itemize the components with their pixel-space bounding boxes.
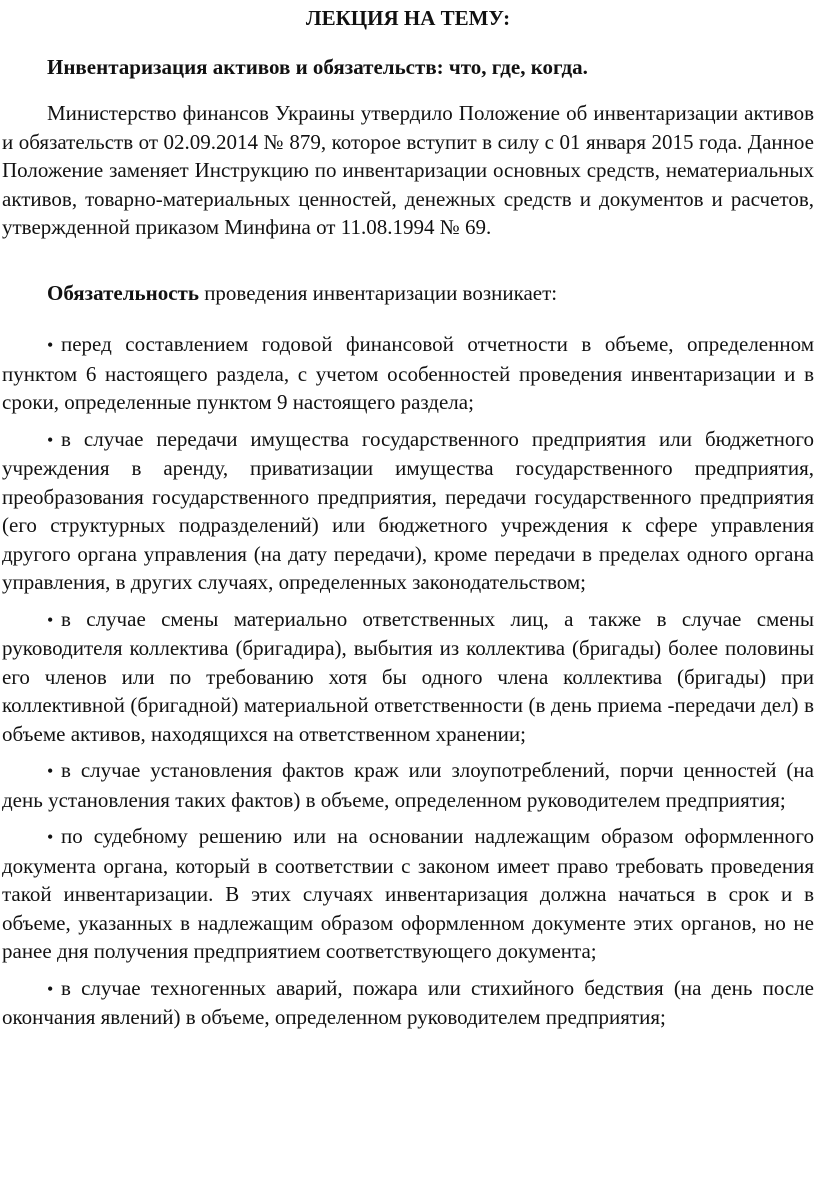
bullet-icon: •	[47, 335, 54, 355]
list-item	[2, 605, 814, 749]
list-item-text: в случае установления фактов краж или злоупотреблений, порчи ценностей (на день установления таких фактов) в объеме, определенном руководителем предприятия;	[2, 758, 814, 812]
document-title: ЛЕКЦИЯ НА ТЕМУ:	[305, 6, 511, 30]
intro-paragraph: Министерство финансов Украины утвердило Положение об инвентаризации активов и обязательств от 02.09.2014 № 879, которое вступит в силу с 01 января 2015 года. Данное Положение заменяет Инструкцию по инвентаризации основных средств, нематериальных активов, товарно-материальных ценностей, денежных средств и документов и расчетов, утвержденной приказом Минфина от 11.08.1994 № 69.	[2, 101, 814, 239]
obligation-text: проведения инвентаризации возникает:	[198, 281, 558, 305]
bullet-icon: •	[47, 978, 54, 999]
list-item-text: в случае техногенных аварий, пожара или стихийного бедствия (на день после окончания явлений) в объеме, определенном руководителем предприятия;	[2, 975, 814, 1029]
list-item	[2, 822, 814, 966]
list-item	[2, 330, 814, 417]
obligation-paragraph	[2, 279, 814, 308]
bullet-icon: •	[47, 761, 54, 781]
document-subtitle: Инвентаризация активов и обязательств: что, где, когда.	[47, 55, 588, 79]
obligation-bold-term: Обязательность	[47, 281, 199, 305]
list-item	[2, 425, 814, 597]
list-item	[2, 974, 814, 1032]
list-item-text: по судебному решению или на основании надлежащим образом оформленного документа органа, который в соответствии с законом имеет право требовать проведения такой инвентаризации. В этих случаях инвентаризация должна начаться в срок и в объеме, указанных в надлежащим образом оформленном документе этих органов, но не ранее дня получения предприятием соответствующего документа;	[2, 824, 814, 963]
list-item-text: в случае передачи имущества государственного предприятия или бюджетного учреждения в аренду, приватизации имущества государственного предприятия, преобразования государственного предприятия, передачи государственного предприятия (его структурных подразделений) или бюджетного учреждения к сфере управления другого органа управления (на дату передачи), кроме передачи в пределах одного органа управления, в других случаях, определенных законодательством;	[2, 426, 814, 594]
bullet-icon: •	[47, 429, 54, 450]
list-item	[2, 756, 814, 814]
obligation-list	[2, 330, 814, 1040]
list-item-text: в случае смены материально ответственных лиц, а также в случае смены руководителя коллектива (бригадира), выбытия из коллектива (бригады) более половины его членов или по требованию хотя бы одного члена коллектива (бригады) при коллективной (бригадной) материальной ответственности (в день приема -передачи дел) в объеме активов, находящихся на ответственном хранении;	[2, 606, 814, 746]
bullet-icon: •	[47, 609, 54, 630]
bullet-icon: •	[47, 827, 54, 847]
list-item-text: перед составлением годовой финансовой отчетности в объеме, определенном пунктом 6 настоящего раздела, с учетом особенностей проведения инвентаризации и в сроки, определенные пунктом 9 настоящего раздела;	[2, 332, 814, 414]
